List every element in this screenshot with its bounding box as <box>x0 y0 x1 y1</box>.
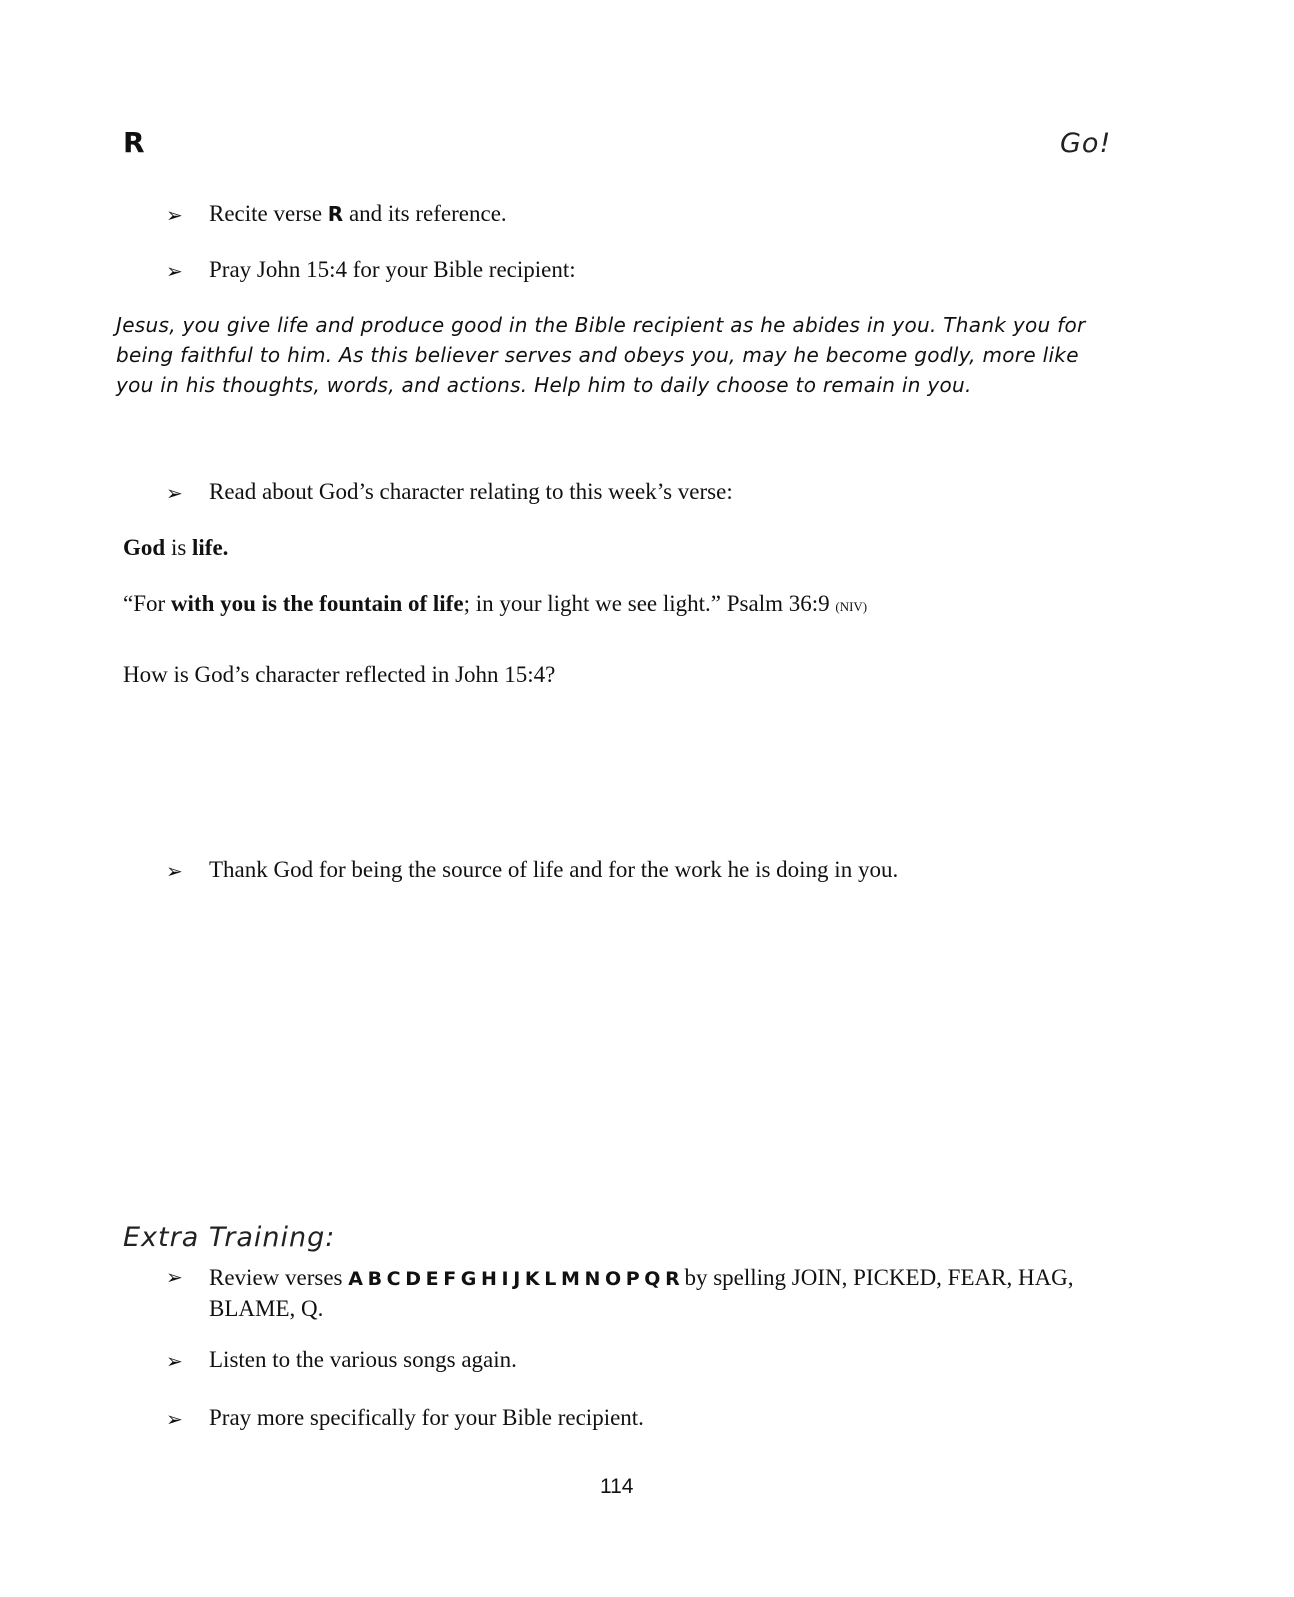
prayer-text: Jesus, you give life and produce good in the Bible recipient as he abides in you. Thank you for being faithful to him. As this believer serves and obeys you, may he become godly, more like you in his thoughts, words, and actions. Help him to daily choose to remain in you. <box>116 313 1086 397</box>
bullet-arrow-icon: ➢ <box>166 1409 183 1431</box>
go-label: Go! <box>1060 128 1112 159</box>
text: by spelling JOIN, PICKED, FEAR, HAG, BLAME, Q. <box>209 1265 1074 1321</box>
recite-item <box>209 201 507 227</box>
text: life. <box>192 535 229 560</box>
text: Review verses <box>209 1265 349 1290</box>
extra-training-heading: Extra Training: <box>123 1222 336 1253</box>
text: with you is the fountain of life <box>170 591 464 616</box>
verse-letter: R <box>327 202 344 226</box>
bullet-arrow-icon: ➢ <box>166 261 183 283</box>
read-item: Read about God’s character relating to this week’s verse: <box>209 479 733 504</box>
thank-item: Thank God for being the source of life and for the work he is doing in you. <box>209 857 899 882</box>
review-item <box>209 1263 1079 1323</box>
bullet-arrow-icon: ➢ <box>166 483 183 505</box>
verse-letter-heading: R <box>123 126 145 159</box>
bullet-arrow-icon: ➢ <box>166 861 183 883</box>
version-label: (NIV) <box>835 599 868 614</box>
character-heading <box>123 535 228 561</box>
text: Recite verse <box>209 201 328 226</box>
question-text: How is God’s character reflected in John 15:4? <box>123 662 556 687</box>
pray-item: Pray John 15:4 for your Bible recipient: <box>209 257 576 282</box>
text: “For <box>123 591 171 616</box>
pray-more-item: Pray more specifically for your Bible recipient. <box>209 1405 644 1430</box>
bullet-arrow-icon: ➢ <box>166 1267 183 1289</box>
text: ; in your light we see light.” Psalm 36:9 <box>463 591 836 616</box>
listen-item: Listen to the various songs again. <box>209 1347 517 1372</box>
text: God <box>123 535 166 560</box>
scripture-quote <box>123 591 867 617</box>
bullet-arrow-icon: ➢ <box>166 205 183 227</box>
bullet-arrow-icon: ➢ <box>166 1351 183 1373</box>
text: and its reference. <box>343 201 507 226</box>
text: is <box>165 535 193 560</box>
verse-letters: A B C D E F G H I J K L M N O P Q R <box>348 1268 679 1290</box>
page-number: 114 <box>600 1475 634 1498</box>
